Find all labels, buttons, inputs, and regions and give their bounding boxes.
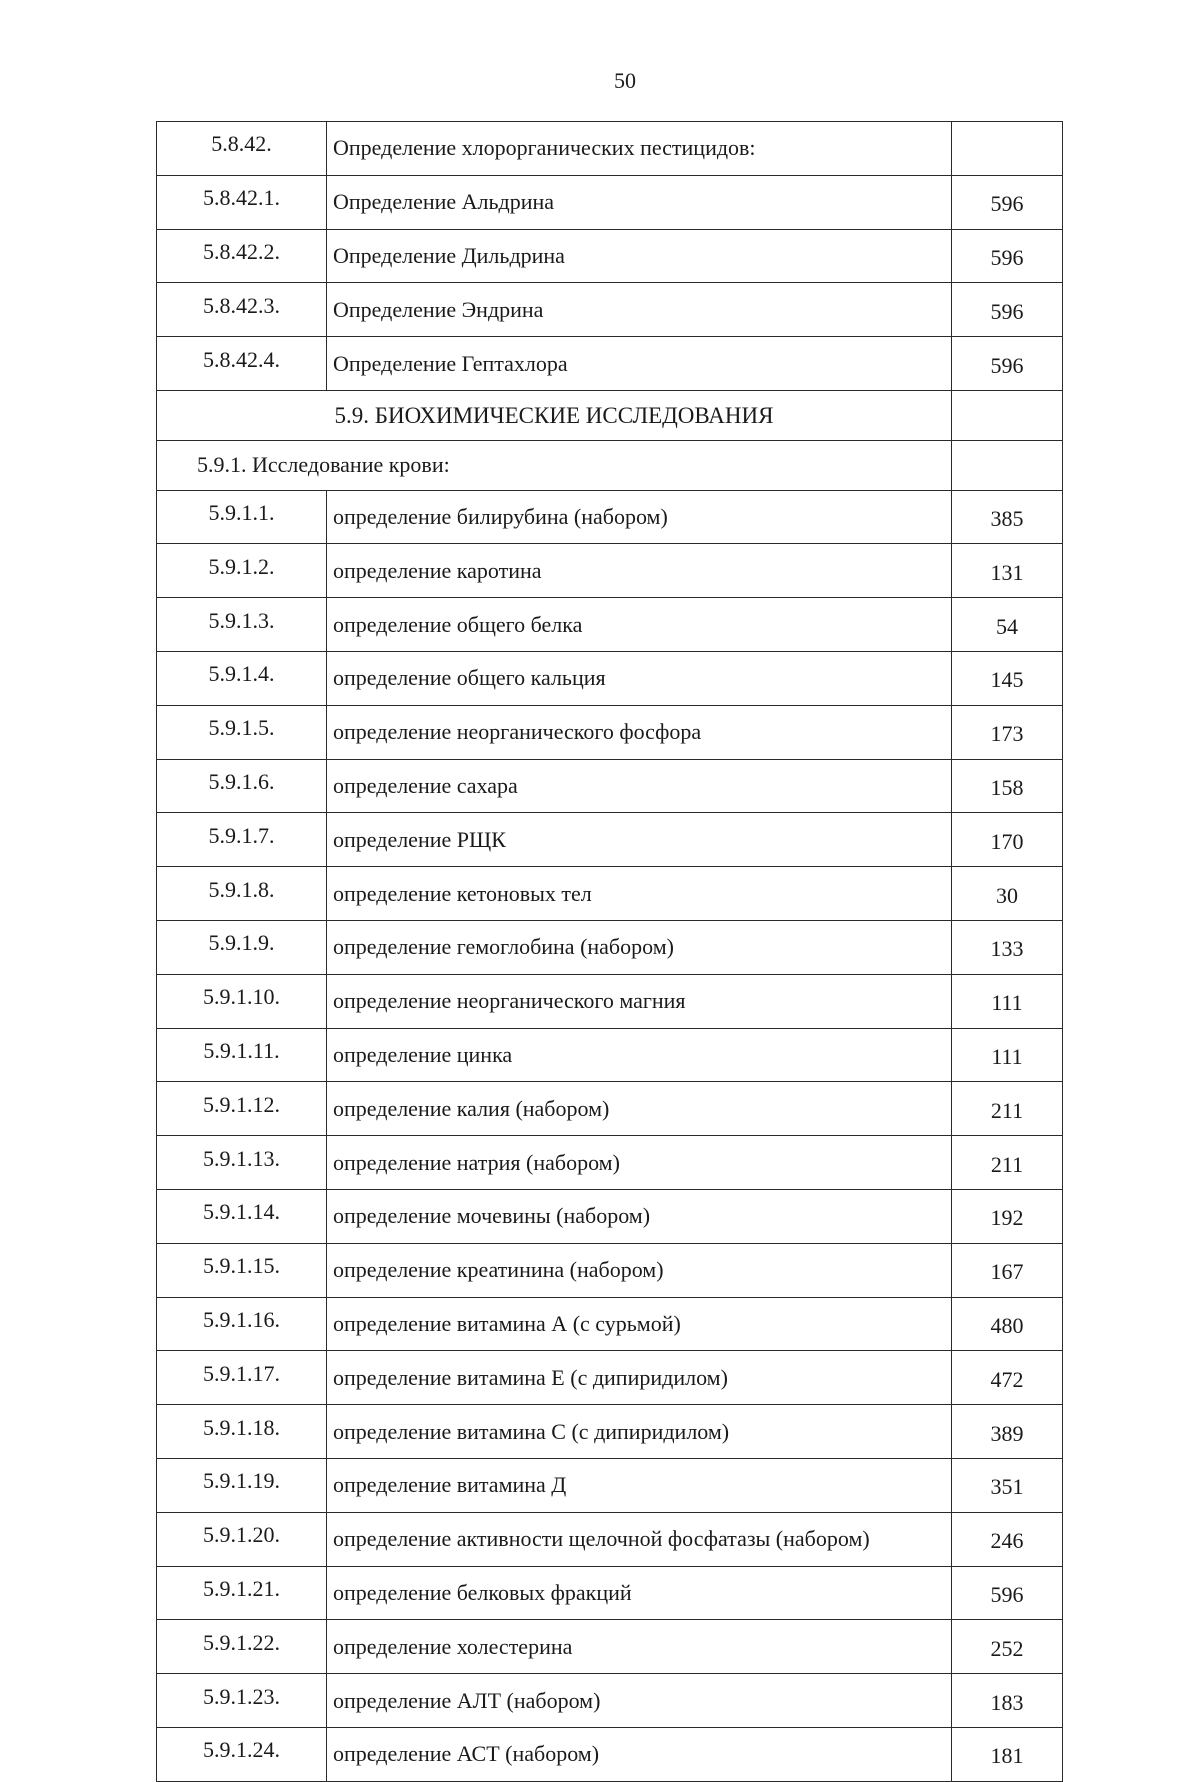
pesticide-rows xyxy=(157,122,1063,391)
row-code: 5.9.1.19. xyxy=(157,1458,327,1512)
price-table xyxy=(156,121,1063,1782)
table-row xyxy=(157,490,1063,544)
table-row xyxy=(157,1458,1063,1512)
table-row xyxy=(157,544,1063,598)
row-code: 5.9.1.11. xyxy=(157,1028,327,1082)
table-row xyxy=(157,1566,1063,1620)
row-name: Определение Эндрина xyxy=(327,283,952,337)
row-price: 167 xyxy=(952,1243,1063,1297)
row-price: 596 xyxy=(952,229,1063,283)
table-row xyxy=(157,705,1063,759)
row-name: определение АЛТ (набором) xyxy=(327,1674,952,1728)
page-number: 50 xyxy=(614,68,636,93)
row-code: 5.9.1.24. xyxy=(157,1727,327,1781)
row-price: 111 xyxy=(952,974,1063,1028)
row-price: 173 xyxy=(952,705,1063,759)
row-name: определение гемоглобина (набором) xyxy=(327,920,952,974)
row-name: определение цинка xyxy=(327,1028,952,1082)
table-row xyxy=(157,283,1063,337)
table-row xyxy=(157,1727,1063,1781)
row-price: 211 xyxy=(952,1136,1063,1190)
row-price: 170 xyxy=(952,813,1063,867)
row-price: 145 xyxy=(952,651,1063,705)
row-price: 131 xyxy=(952,544,1063,598)
table-row xyxy=(157,651,1063,705)
blood-test-rows xyxy=(157,490,1063,1781)
row-code: 5.9.1.8. xyxy=(157,867,327,921)
table-row xyxy=(157,229,1063,283)
table-row xyxy=(157,1405,1063,1459)
row-name: определение витамина С (с дипиридилом) xyxy=(327,1405,952,1459)
table-row xyxy=(157,175,1063,229)
row-name: определение витамина Д xyxy=(327,1458,952,1512)
section-title: 5.9. БИОХИМИЧЕСКИЕ ИССЛЕДОВАНИЯ xyxy=(157,390,952,440)
row-code: 5.9.1.15. xyxy=(157,1243,327,1297)
row-price: 596 xyxy=(952,1566,1063,1620)
subsection-row xyxy=(157,440,1063,490)
row-name: определение холестерина xyxy=(327,1620,952,1674)
row-name: определение мочевины (набором) xyxy=(327,1189,952,1243)
row-name: определение активности щелочной фосфатазы (набором) xyxy=(327,1512,952,1566)
row-price: 596 xyxy=(952,337,1063,391)
row-price: 596 xyxy=(952,283,1063,337)
table-row xyxy=(157,337,1063,391)
row-name: определение калия (набором) xyxy=(327,1082,952,1136)
row-code: 5.9.1.12. xyxy=(157,1082,327,1136)
row-name: определение билирубина (набором) xyxy=(327,490,952,544)
table-row xyxy=(157,974,1063,1028)
row-name: Определение Дильдрина xyxy=(327,229,952,283)
table-row xyxy=(157,1028,1063,1082)
row-code: 5.9.1.7. xyxy=(157,813,327,867)
row-name: определение неорганического магния xyxy=(327,974,952,1028)
row-code: 5.9.1.1. xyxy=(157,490,327,544)
row-name: определение витамина Е (с дипиридилом) xyxy=(327,1351,952,1405)
row-price xyxy=(952,122,1063,176)
row-code: 5.9.1.9. xyxy=(157,920,327,974)
row-code: 5.9.1.5. xyxy=(157,705,327,759)
row-name: Определение Альдрина xyxy=(327,175,952,229)
row-name: Определение Гептахлора xyxy=(327,337,952,391)
row-code: 5.9.1.17. xyxy=(157,1351,327,1405)
row-name: определение общего белка xyxy=(327,598,952,652)
row-price: 385 xyxy=(952,490,1063,544)
row-code: 5.8.42.3. xyxy=(157,283,327,337)
row-name: определение сахара xyxy=(327,759,952,813)
row-name: определение РЩК xyxy=(327,813,952,867)
row-price: 246 xyxy=(952,1512,1063,1566)
row-name: определение кетоновых тел xyxy=(327,867,952,921)
row-code: 5.9.1.14. xyxy=(157,1189,327,1243)
table-row xyxy=(157,1082,1063,1136)
table-row xyxy=(157,1620,1063,1674)
row-code: 5.9.1.23. xyxy=(157,1674,327,1728)
row-price: 211 xyxy=(952,1082,1063,1136)
row-price: 192 xyxy=(952,1189,1063,1243)
table-row xyxy=(157,759,1063,813)
row-name: определение натрия (набором) xyxy=(327,1136,952,1190)
row-code: 5.8.42. xyxy=(157,122,327,176)
row-code: 5.8.42.4. xyxy=(157,337,327,391)
row-price: 30 xyxy=(952,867,1063,921)
row-code: 5.9.1.4. xyxy=(157,651,327,705)
row-price: 472 xyxy=(952,1351,1063,1405)
table-row xyxy=(157,1243,1063,1297)
section-price-cell xyxy=(952,390,1063,440)
row-price: 252 xyxy=(952,1620,1063,1674)
row-code: 5.9.1.13. xyxy=(157,1136,327,1190)
row-code: 5.8.42.2. xyxy=(157,229,327,283)
table-row xyxy=(157,813,1063,867)
row-price: 351 xyxy=(952,1458,1063,1512)
table-row xyxy=(157,1351,1063,1405)
section-header xyxy=(157,390,1063,490)
row-price: 111 xyxy=(952,1028,1063,1082)
table-row xyxy=(157,920,1063,974)
subsection-title: 5.9.1. Исследование крови: xyxy=(157,440,952,490)
table-row xyxy=(157,1512,1063,1566)
row-code: 5.9.1.18. xyxy=(157,1405,327,1459)
row-name: определение белковых фракций xyxy=(327,1566,952,1620)
row-code: 5.9.1.6. xyxy=(157,759,327,813)
table-row xyxy=(157,867,1063,921)
row-price: 54 xyxy=(952,598,1063,652)
row-code: 5.9.1.20. xyxy=(157,1512,327,1566)
table-row xyxy=(157,122,1063,176)
row-price: 133 xyxy=(952,920,1063,974)
row-name: определение АСТ (набором) xyxy=(327,1727,952,1781)
row-price: 183 xyxy=(952,1674,1063,1728)
table-row xyxy=(157,1674,1063,1728)
row-code: 5.9.1.22. xyxy=(157,1620,327,1674)
row-name: Определение хлорорганических пестицидов: xyxy=(327,122,952,176)
row-price: 181 xyxy=(952,1727,1063,1781)
row-price: 596 xyxy=(952,175,1063,229)
row-name: определение каротина xyxy=(327,544,952,598)
row-code: 5.8.42.1. xyxy=(157,175,327,229)
table-row xyxy=(157,1189,1063,1243)
row-name: определение витамина А (с сурьмой) xyxy=(327,1297,952,1351)
subsection-price-cell xyxy=(952,440,1063,490)
table-row xyxy=(157,1297,1063,1351)
section-row xyxy=(157,390,1063,440)
row-price: 389 xyxy=(952,1405,1063,1459)
row-code: 5.9.1.21. xyxy=(157,1566,327,1620)
row-price: 480 xyxy=(952,1297,1063,1351)
table-row xyxy=(157,598,1063,652)
row-code: 5.9.1.10. xyxy=(157,974,327,1028)
row-name: определение неорганического фосфора xyxy=(327,705,952,759)
row-code: 5.9.1.16. xyxy=(157,1297,327,1351)
table-row xyxy=(157,1136,1063,1190)
row-code: 5.9.1.3. xyxy=(157,598,327,652)
row-code: 5.9.1.2. xyxy=(157,544,327,598)
row-name: определение креатинина (набором) xyxy=(327,1243,952,1297)
row-name: определение общего кальция xyxy=(327,651,952,705)
row-price: 158 xyxy=(952,759,1063,813)
